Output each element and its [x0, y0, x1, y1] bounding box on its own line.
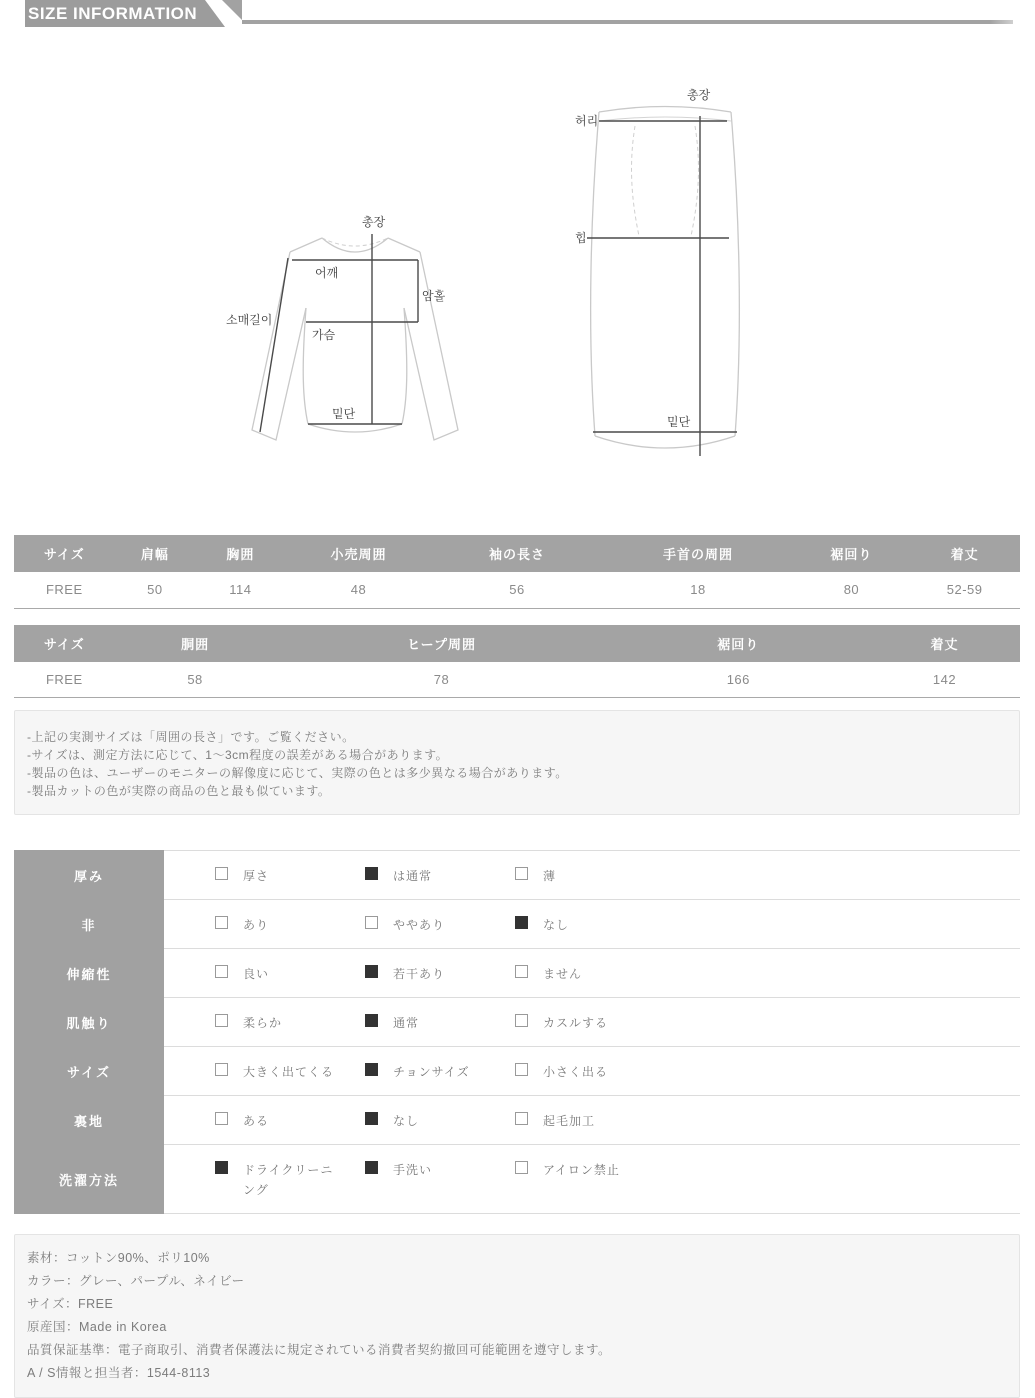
feature-label: サイズ: [14, 1047, 164, 1096]
option-label: 手洗い: [393, 1163, 433, 1177]
feature-option: [215, 964, 365, 984]
column-header: 手首の周囲: [602, 535, 793, 572]
checkbox-unchecked-icon[interactable]: [515, 1112, 528, 1125]
note-line: -製品カットの色が実際の商品の色と最も似ています。: [27, 784, 331, 798]
checkbox-unchecked-icon[interactable]: [215, 916, 228, 929]
feature-option: [215, 1160, 365, 1200]
option-label: 厚さ: [243, 869, 270, 883]
product-info-line: 素材：コットン90%、ポリ10%: [27, 1251, 210, 1265]
feature-options: [164, 850, 1020, 900]
product-info-line: カラー：グレー、パープル、ネイビー: [27, 1274, 245, 1288]
table-cell: 166: [608, 662, 870, 698]
table-cell: 114: [195, 572, 286, 608]
size-table-top: [14, 535, 1020, 609]
table-cell: 78: [276, 662, 608, 698]
option-label: ある: [243, 1114, 270, 1128]
option-label: ややあり: [393, 918, 446, 932]
feature-row: [14, 998, 1020, 1047]
shirt-shoulder-label: 어깨: [315, 266, 339, 280]
shirt-total-length-label: 총장: [362, 215, 386, 229]
checkbox-unchecked-icon[interactable]: [215, 1014, 228, 1027]
feature-option: [365, 866, 515, 886]
checkbox-checked-icon[interactable]: [365, 1161, 378, 1174]
feature-options: [164, 998, 1020, 1047]
feature-options: [164, 1145, 1020, 1214]
feature-row: [14, 1047, 1020, 1096]
banner-title: SIZE INFORMATION: [25, 0, 205, 27]
option-label: ません: [543, 967, 583, 981]
feature-option: [515, 915, 665, 935]
option-label: 若干あり: [393, 967, 446, 981]
product-info-box: [14, 1234, 1020, 1398]
checkbox-checked-icon[interactable]: [365, 1112, 378, 1125]
checkbox-unchecked-icon[interactable]: [515, 1063, 528, 1076]
checkbox-unchecked-icon[interactable]: [515, 965, 528, 978]
measurement-notes-box: [14, 710, 1020, 815]
product-info-line: サイズ：FREE: [27, 1297, 114, 1311]
feature-option: [515, 1013, 665, 1033]
column-header: ヒープ周囲: [276, 625, 608, 662]
fabric-features-grid: [14, 850, 1020, 1214]
option-label: あり: [243, 918, 270, 932]
shirt-hem-label: 밑단: [332, 407, 356, 421]
option-label: 大きく出てくる: [243, 1065, 335, 1079]
table-cell: 48: [286, 572, 432, 608]
skirt-waist-label: 허리: [575, 114, 599, 128]
size-information-banner: [0, 0, 1035, 27]
feature-option: [365, 1062, 515, 1082]
checkbox-checked-icon[interactable]: [365, 1014, 378, 1027]
column-header: サイズ: [14, 535, 115, 572]
feature-label: 洗濯方法: [14, 1145, 164, 1214]
feature-option: [365, 1111, 515, 1131]
option-label: チョンサイズ: [393, 1065, 470, 1079]
feature-option: [515, 1160, 665, 1200]
product-info-line: 品質保証基準：電子商取引、消費者保護法に規定されている消費者契約撤回可能範囲を遵守します。: [27, 1343, 612, 1357]
option-label: なし: [393, 1114, 420, 1128]
feature-options: [164, 1047, 1020, 1096]
checkbox-unchecked-icon[interactable]: [515, 867, 528, 880]
column-header: サイズ: [14, 625, 115, 662]
checkbox-unchecked-icon[interactable]: [515, 1161, 528, 1174]
shirt-armhole-label: 암홀: [422, 289, 446, 303]
option-label: は通常: [393, 869, 433, 883]
feature-option: [215, 915, 365, 935]
shirt-sleeve-length-label: 소매길이: [226, 313, 273, 327]
feature-options: [164, 949, 1020, 998]
checkbox-unchecked-icon[interactable]: [215, 1112, 228, 1125]
feature-option: [515, 964, 665, 984]
table-cell: FREE: [14, 662, 115, 698]
feature-label: 肌触り: [14, 998, 164, 1047]
column-header: 着丈: [909, 535, 1020, 572]
option-label: 柔らか: [243, 1016, 283, 1030]
feature-options: [164, 1096, 1020, 1145]
table-row: [14, 662, 1020, 698]
checkbox-unchecked-icon[interactable]: [515, 1014, 528, 1027]
note-line: -製品の色は、ユーザーのモニターの解像度に応じて、実際の色とは多少異なる場合があります。: [27, 766, 568, 780]
feature-row: [14, 850, 1020, 900]
skirt-diagram: [575, 88, 755, 473]
feature-option: [515, 1111, 665, 1131]
table-cell: FREE: [14, 572, 115, 608]
feature-option: [215, 1013, 365, 1033]
checkbox-unchecked-icon[interactable]: [215, 1063, 228, 1076]
feature-option: [365, 915, 515, 935]
table-cell: 58: [115, 662, 276, 698]
column-header: 胸囲: [195, 535, 286, 572]
table-cell: 56: [431, 572, 602, 608]
note-line: -サイズは、測定方法に応じて、1〜3cm程度の誤差がある場合があります。: [27, 748, 449, 762]
checkbox-unchecked-icon[interactable]: [215, 867, 228, 880]
skirt-total-length-label: 총장: [687, 88, 711, 102]
feature-label: 伸縮性: [14, 949, 164, 998]
option-label: 通常: [393, 1016, 420, 1030]
checkbox-unchecked-icon[interactable]: [365, 916, 378, 929]
feature-label: 裏地: [14, 1096, 164, 1145]
checkbox-checked-icon[interactable]: [215, 1161, 228, 1174]
option-label: アイロン禁止: [543, 1163, 620, 1177]
size-table-bottom: [14, 625, 1020, 699]
garment-diagrams: [0, 27, 1035, 535]
skirt-hem-label: 밑단: [667, 415, 691, 429]
feature-option: [365, 964, 515, 984]
table-row: [14, 572, 1020, 608]
feature-row: [14, 949, 1020, 998]
banner-underline: [242, 20, 1013, 24]
checkbox-unchecked-icon[interactable]: [215, 965, 228, 978]
option-label: カスルする: [543, 1016, 609, 1030]
column-header: 肩幅: [115, 535, 195, 572]
product-info-line: 原産国：Made in Korea: [27, 1320, 167, 1334]
column-header: 袖の長さ: [431, 535, 602, 572]
column-header: 着丈: [869, 625, 1020, 662]
feature-row: [14, 900, 1020, 949]
feature-option: [515, 1062, 665, 1082]
option-label: ドライクリーニング: [243, 1163, 334, 1197]
table-cell: 50: [115, 572, 195, 608]
feature-option: [365, 1013, 515, 1033]
feature-option: [515, 866, 665, 886]
skirt-hip-label: 힙: [575, 231, 587, 245]
feature-options: [164, 900, 1020, 949]
table-cell: 18: [602, 572, 793, 608]
feature-label: 非: [14, 900, 164, 949]
option-label: 小さく出る: [543, 1065, 609, 1079]
option-label: 起毛加工: [543, 1114, 596, 1128]
checkbox-checked-icon[interactable]: [365, 867, 378, 880]
banner-wedge-icon: [222, 0, 242, 20]
column-header: 裾回り: [794, 535, 910, 572]
feature-option: [215, 1062, 365, 1082]
shirt-chest-label: 가슴: [312, 328, 336, 342]
column-header: 胴囲: [115, 625, 276, 662]
product-info-line: A / S情報と担当者：1544-8113: [27, 1366, 211, 1380]
column-header: 裾回り: [608, 625, 870, 662]
feature-row: [14, 1096, 1020, 1145]
table-cell: 142: [869, 662, 1020, 698]
feature-label: 厚み: [14, 850, 164, 900]
feature-row: [14, 1145, 1020, 1214]
option-label: 良い: [243, 967, 270, 981]
option-label: なし: [543, 918, 570, 932]
option-label: 薄: [543, 869, 557, 883]
checkbox-checked-icon[interactable]: [515, 916, 528, 929]
table-cell: 80: [794, 572, 910, 608]
checkbox-checked-icon[interactable]: [365, 1063, 378, 1076]
table-cell: 52-59: [909, 572, 1020, 608]
checkbox-checked-icon[interactable]: [365, 965, 378, 978]
feature-option: [215, 866, 365, 886]
feature-option: [215, 1111, 365, 1131]
feature-option: [365, 1160, 515, 1200]
column-header: 小売周囲: [286, 535, 432, 572]
shirt-diagram: [222, 212, 522, 477]
note-line: -上記の実測サイズは「周囲の長さ」です。ご覧ください。: [27, 730, 355, 744]
